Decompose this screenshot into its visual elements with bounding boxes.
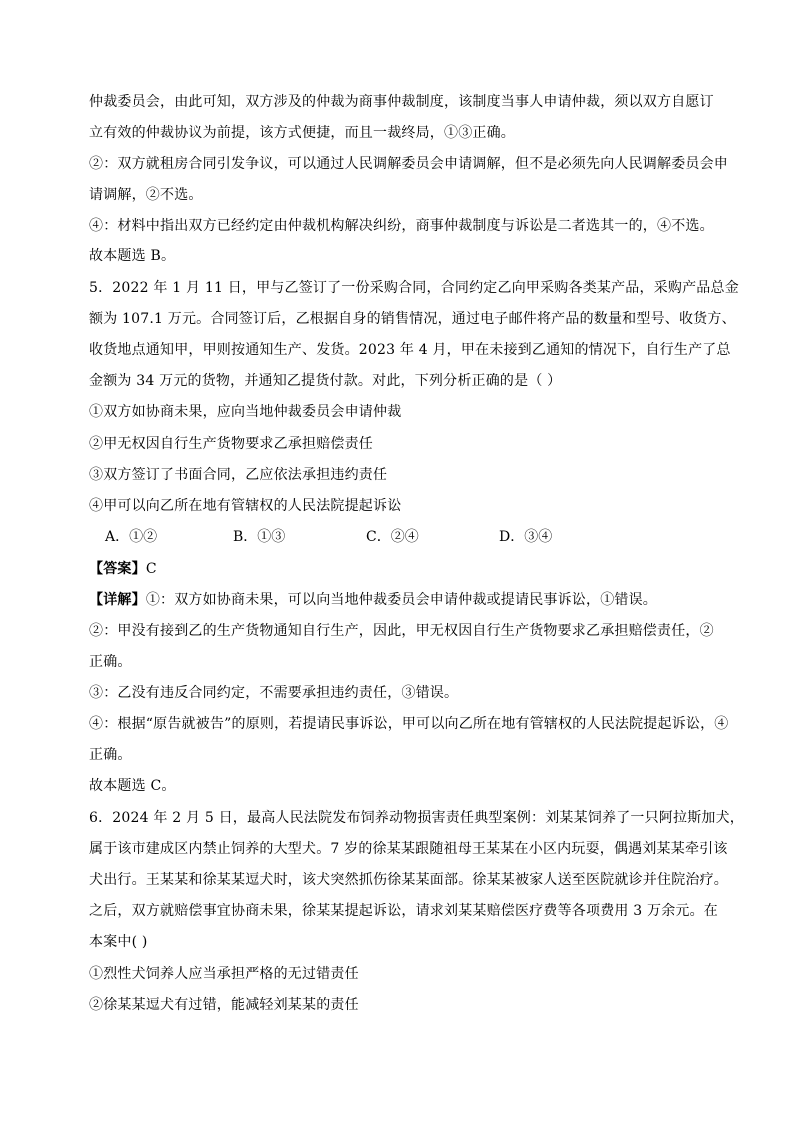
text-line: 正确。 bbox=[89, 654, 132, 670]
question-6-stem: 6．2024 年 2 月 5 日，最高人民法院发布饲养动物损害责任典型案例：刘某某饲养了一只阿拉斯加犬， bbox=[89, 810, 744, 826]
text-line: 故本题选 C。 bbox=[89, 778, 176, 794]
answer-label: 【答案】 bbox=[89, 561, 146, 577]
statement-1: ①烈性犬饲养人应当承担严格的无过错责任 bbox=[89, 966, 359, 982]
explanation-line bbox=[89, 590, 719, 610]
text-line: 故本题选 B。 bbox=[89, 248, 176, 264]
question-5-stem: 5．2022 年 1 月 11 日，甲与乙签订了一份采购合同，合同约定乙向甲采购各类某产品，采购产品总金 bbox=[89, 280, 739, 296]
text-line: 属于该市建成区内禁止饲养的大型犬。7 岁的徐某某跟随祖母王某某在小区内玩耍，偶遇刘某某牵引该 bbox=[89, 841, 728, 857]
statement-2: ②甲无权因自行生产货物要求乙承担赔偿责任 bbox=[89, 436, 373, 452]
text-line: 收货地点通知甲，甲则按通知生产、发货。2023 年 4 月，甲在未接到乙通知的情况下，自行生产了总 bbox=[89, 342, 731, 358]
text-line: 金额为 34 万元的货物，并通知乙提货付款。对此，下列分析正确的是（ ） bbox=[89, 373, 562, 389]
text-line: ④：根据“原告就被告”的原则，若提请民事诉讼，甲可以向乙所在地有管辖权的人民法院提起诉讼，④ bbox=[89, 716, 729, 732]
explanation-text: ①：双方如协商未果，可以向当地仲裁委员会申请仲裁或提请民事诉讼，①错误。 bbox=[145, 592, 658, 608]
statement-1: ①双方如协商未果，应向当地仲裁委员会申请仲裁 bbox=[89, 404, 402, 420]
text-line: ③：乙没有违反合同约定，不需要承担违约责任，③错误。 bbox=[89, 685, 459, 701]
explanation-label: 【详解】 bbox=[89, 592, 146, 608]
option-b: B．①③ bbox=[233, 529, 286, 545]
text-line: 正确。 bbox=[89, 747, 132, 763]
text-line: 请调解，②不选。 bbox=[89, 187, 203, 203]
text-line: 犬出行。王某某和徐某某逗犬时，该犬突然抓伤徐某某面部。徐某某被家人送至医院就诊并住院治疗。 bbox=[89, 872, 728, 888]
answer-line bbox=[89, 559, 719, 579]
statement-2: ②徐某某逗犬有过错，能减轻刘某某的责任 bbox=[89, 997, 359, 1013]
text-line: 额为 107.1 万元。合同签订后，乙根据自身的销售情况，通过电子邮件将产品的数量和型号、收货方、 bbox=[89, 311, 736, 327]
statement-3: ③双方签订了书面合同，乙应依法承担违约责任 bbox=[89, 467, 388, 483]
text-line: 仲裁委员会，由此可知，双方涉及的仲裁为商事仲裁制度，该制度当事人申请仲裁，须以双方自愿订 bbox=[89, 94, 714, 110]
option-c: C．②④ bbox=[366, 529, 419, 545]
text-line: 本案中( ) bbox=[89, 934, 148, 950]
option-a: A．①② bbox=[105, 529, 158, 545]
text-line: 立有效的仲裁协议为前提，该方式便捷，而且一裁终局，①③正确。 bbox=[89, 125, 515, 141]
statement-4: ④甲可以向乙所在地有管辖权的人民法院提起诉讼 bbox=[89, 498, 402, 514]
answer-value: C bbox=[145, 561, 157, 577]
text-line: ②：双方就租房合同引发争议，可以通过人民调解委员会申请调解，但不是必须先向人民调解委员会申 bbox=[89, 156, 728, 172]
text-line: ②：甲没有接到乙的生产货物通知自行生产，因此，甲无权因自行生产货物要求乙承担赔偿责任，② bbox=[89, 623, 714, 639]
text-line: 之后，双方就赔偿事宜协商未果，徐某某提起诉讼，请求刘某某赔偿医疗费等各项费用 3 万余元。在 bbox=[89, 903, 719, 919]
option-d: D．③④ bbox=[499, 529, 553, 545]
text-line: ④：材料中指出双方已经约定由仲裁机构解决纠纷，商事仲裁制度与诉讼是二者选其一的，④不选。 bbox=[89, 218, 714, 234]
